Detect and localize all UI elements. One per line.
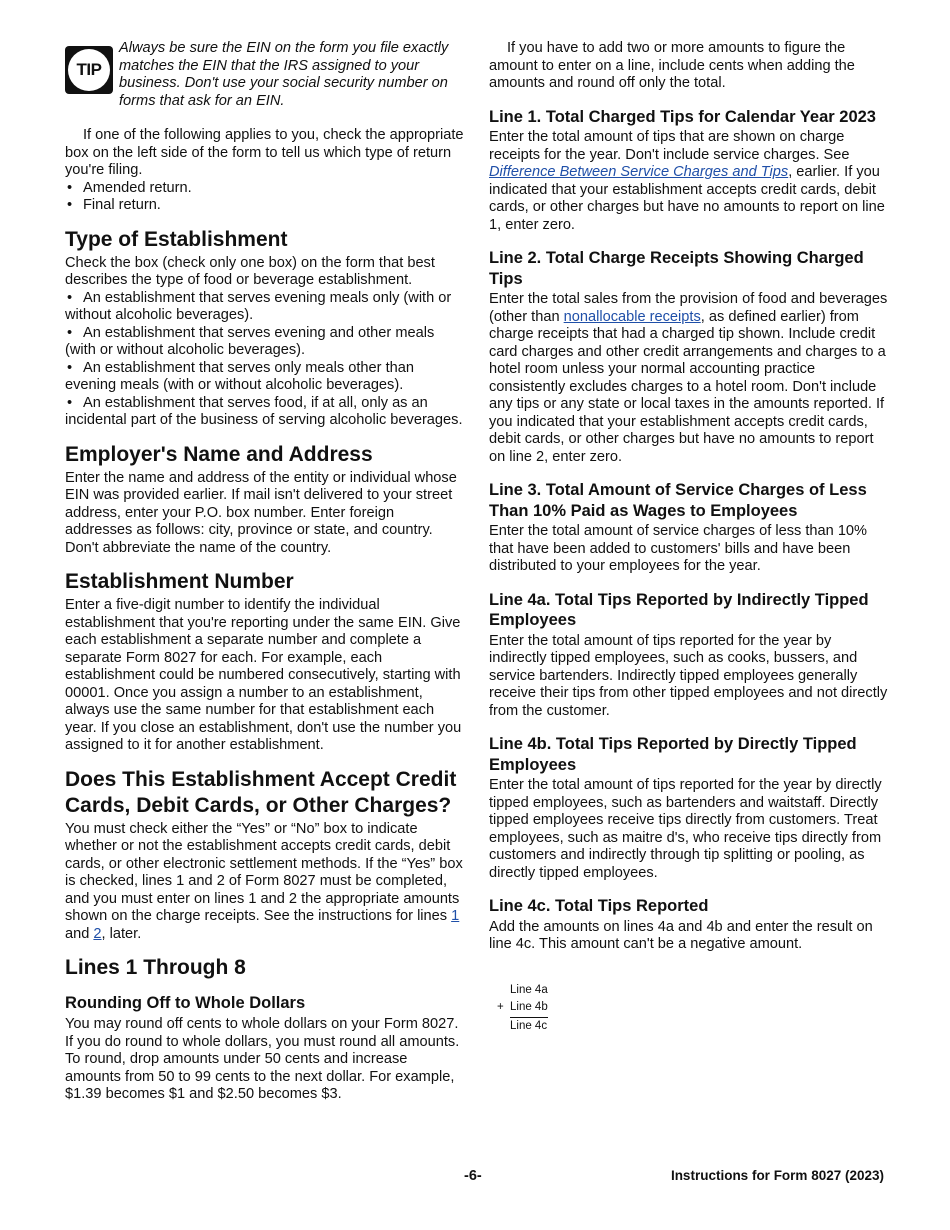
calc-plus-sign: + [497,1001,504,1013]
line-1-link[interactable]: 1 [451,908,460,924]
section-heading-type-of-establishment: Type of Establishment [65,227,288,251]
nonallocable-receipts-link[interactable]: nonallocable receipts [563,308,701,325]
list-item: • Amended return. [65,180,465,198]
calc-sign-blank [497,982,510,1000]
line-2-link[interactable]: 2 [93,925,102,942]
left-column [65,40,465,1104]
line-4c-calculation [497,982,889,1036]
section-heading-line-3: Line 3. Total Amount of Service Charges of Less Than 10% Paid as Wages to Employees [489,481,867,520]
rounding-body: You may round off cents to whole dollars on your Form 8027. If you do round to whole dollars, you must round all amounts. To round, drop amounts under 50 cents and increase amounts from 50 to 99 cents to the next dollar. For example, $1.39 becomes $1 and $2.50 becomes $3. [65,1016,460,1102]
return-type-intro: If one of the following applies to you, check the appropriate box on the left side of the form to tell us which type of return you're filing. [65,127,464,178]
accept-cards-text: You must check either the “Yes” or “No” box to indicate whether or not the establishment accepts credit cards, debit cards, or other electronic settlement methods. If the “Yes” box is checked, lines 1 and 2 of Form 8027 must be completed, and you must enter on lines 1 and 2 the appropriate amounts shown on the charge receipts. See the instructions for lines [65,820,463,924]
accept-cards-text-end: , later. [101,925,142,942]
tip-icon-label: TIP [68,49,110,91]
section-heading-accept-cards: Does This Establishment Accept Credit Cards, Debit Cards, or Other Charges? [65,767,457,817]
section-heading-lines-1-8: Lines 1 Through 8 [65,956,246,979]
calc-row [497,1018,889,1036]
accept-cards-text-middle: and [65,925,94,942]
list-item: • Final return. [65,197,465,215]
line-1-text-end: , earlier. If you indicated that your establishment accepts credit cards, debit cards, or other charges but have no amounts to report on line 1, enter zero. [489,164,885,233]
line-1-body [489,129,889,234]
employer-name-address-body: Enter the name and address of the entity or individual whose EIN was provided earlier. If mail isn't delivered to your street address, enter your P.O. box number. Enter foreign addresses as follows: city, province or state, and country. Don't abbreviate the name of the country. [65,469,457,556]
section-heading-establishment-number: Establishment Number [65,570,294,593]
subheading-rounding: Rounding Off to Whole Dollars [65,994,306,1012]
difference-service-charges-tips-link[interactable]: Difference Between Service Charges and Tips [489,164,789,180]
calc-row [497,982,889,1000]
type-of-establishment-intro: Check the box (check only one box) on the form that best describes the type of food or beverage establishment. [65,254,435,288]
calc-line-4a: Line 4a [510,983,548,996]
right-column [489,40,889,1035]
line-4a-body: Enter the total amount of tips reported for the year by indirectly tipped employees, such as cooks, bussers, and service bartenders. Indirectly tipped employees generally receive their tips from other tipped employees and not directly from the customer. [489,632,888,719]
section-heading-line-4b: Line 4b. Total Tips Reported by Directly Tipped Employees [489,735,857,774]
line-3-body: Enter the total amount of service charges of less than 10% that have been added to customers' bills and have been distributed to your employees for the year. [489,523,868,574]
list-item: • An establishment that serves food, if at all, only as an incidental part of the business of serving alcoholic beverages. [65,395,465,430]
calc-sign-blank [497,1018,510,1036]
calc-line-4b: Line 4b [510,999,548,1018]
section-heading-line-1: Line 1. Total Charged Tips for Calendar Year 2023 [489,107,876,126]
tip-icon [65,46,113,94]
line-4b-body: Enter the total amount of tips reported for the year by directly tipped employees, such as bartenders and waitstaff. Directly tipped employees receive tips directly from customers. Treat employees, such as maitre d's, who receive tips directly from customers and indirectly through tip splitting or pooling, as directly tipped employees. [489,777,882,881]
line-2-body [489,291,889,466]
calc-line-4c: Line 4c [510,1019,548,1032]
line-2-text-end: , as defined earlier) from charge receipts that had a charged tip shown. Include credit card charges and other credit arrangements and charges to a hotel room unless your normal accounting practice consistently excludes charges to a hotel room. Don't include any tips or any state or local taxes in the amounts reported. If you indicated that your establishment accepts credit cards, debit cards, or other charges but have no amounts to report on line 2, enter zero. [489,308,886,465]
calc-row [497,999,889,1018]
accept-cards-body [65,821,465,944]
section-heading-line-4a: Line 4a. Total Tips Reported by Indirectly Tipped Employees [489,590,869,629]
tip-text: Always be sure the EIN on the form you file exactly matches the EIN that the IRS assigned to your business. Don't use your social security number on forms that ask for an EIN. [119,40,449,109]
line-2-text: Enter the total sales from the provision of food and beverages (other than [489,291,888,325]
list-item: • An establishment that serves evening and other meals (with or without alcoholic beverages). [65,325,465,360]
section-heading-line-4c: Line 4c. Total Tips Reported [489,897,709,915]
document-title: Instructions for Form 8027 (2023) [670,1168,884,1183]
rounding-continued: If you have to add two or more amounts to figure the amount to enter on a line, include cents when adding the amounts and round off only the total. [489,40,855,91]
line-4c-body: Add the amounts on lines 4a and 4b and enter the result on line 4c. This amount can't be a negative amount. [489,918,873,952]
section-heading-line-2: Line 2. Total Charge Receipts Showing Charged Tips [489,249,864,288]
section-heading-employer-name-address: Employer's Name and Address [65,442,373,466]
tip-box [65,40,465,110]
establishment-number-body: Enter a five-digit number to identify the individual establishment that you're reporting under the same EIN. Give each establishment a separate number and complete a separate Form 8027 for each. For example, each establishment could be numbered consecutively, starting with 00001. Once you assign a number to an establishment, always use the same number for that establishment each year. If you close an establishment, don't use the number you assigned to it for another establishment. [65,597,462,753]
line-1-text: Enter the total amount of tips that are shown on charge receipts for the year. Don't include service charges. See [489,129,850,163]
page-number: -6- [464,1168,482,1184]
list-item: • An establishment that serves only meals other than evening meals (with or without alcoholic beverages). [65,360,465,395]
list-item: • An establishment that serves evening meals only (with or without alcoholic beverages). [65,290,465,325]
